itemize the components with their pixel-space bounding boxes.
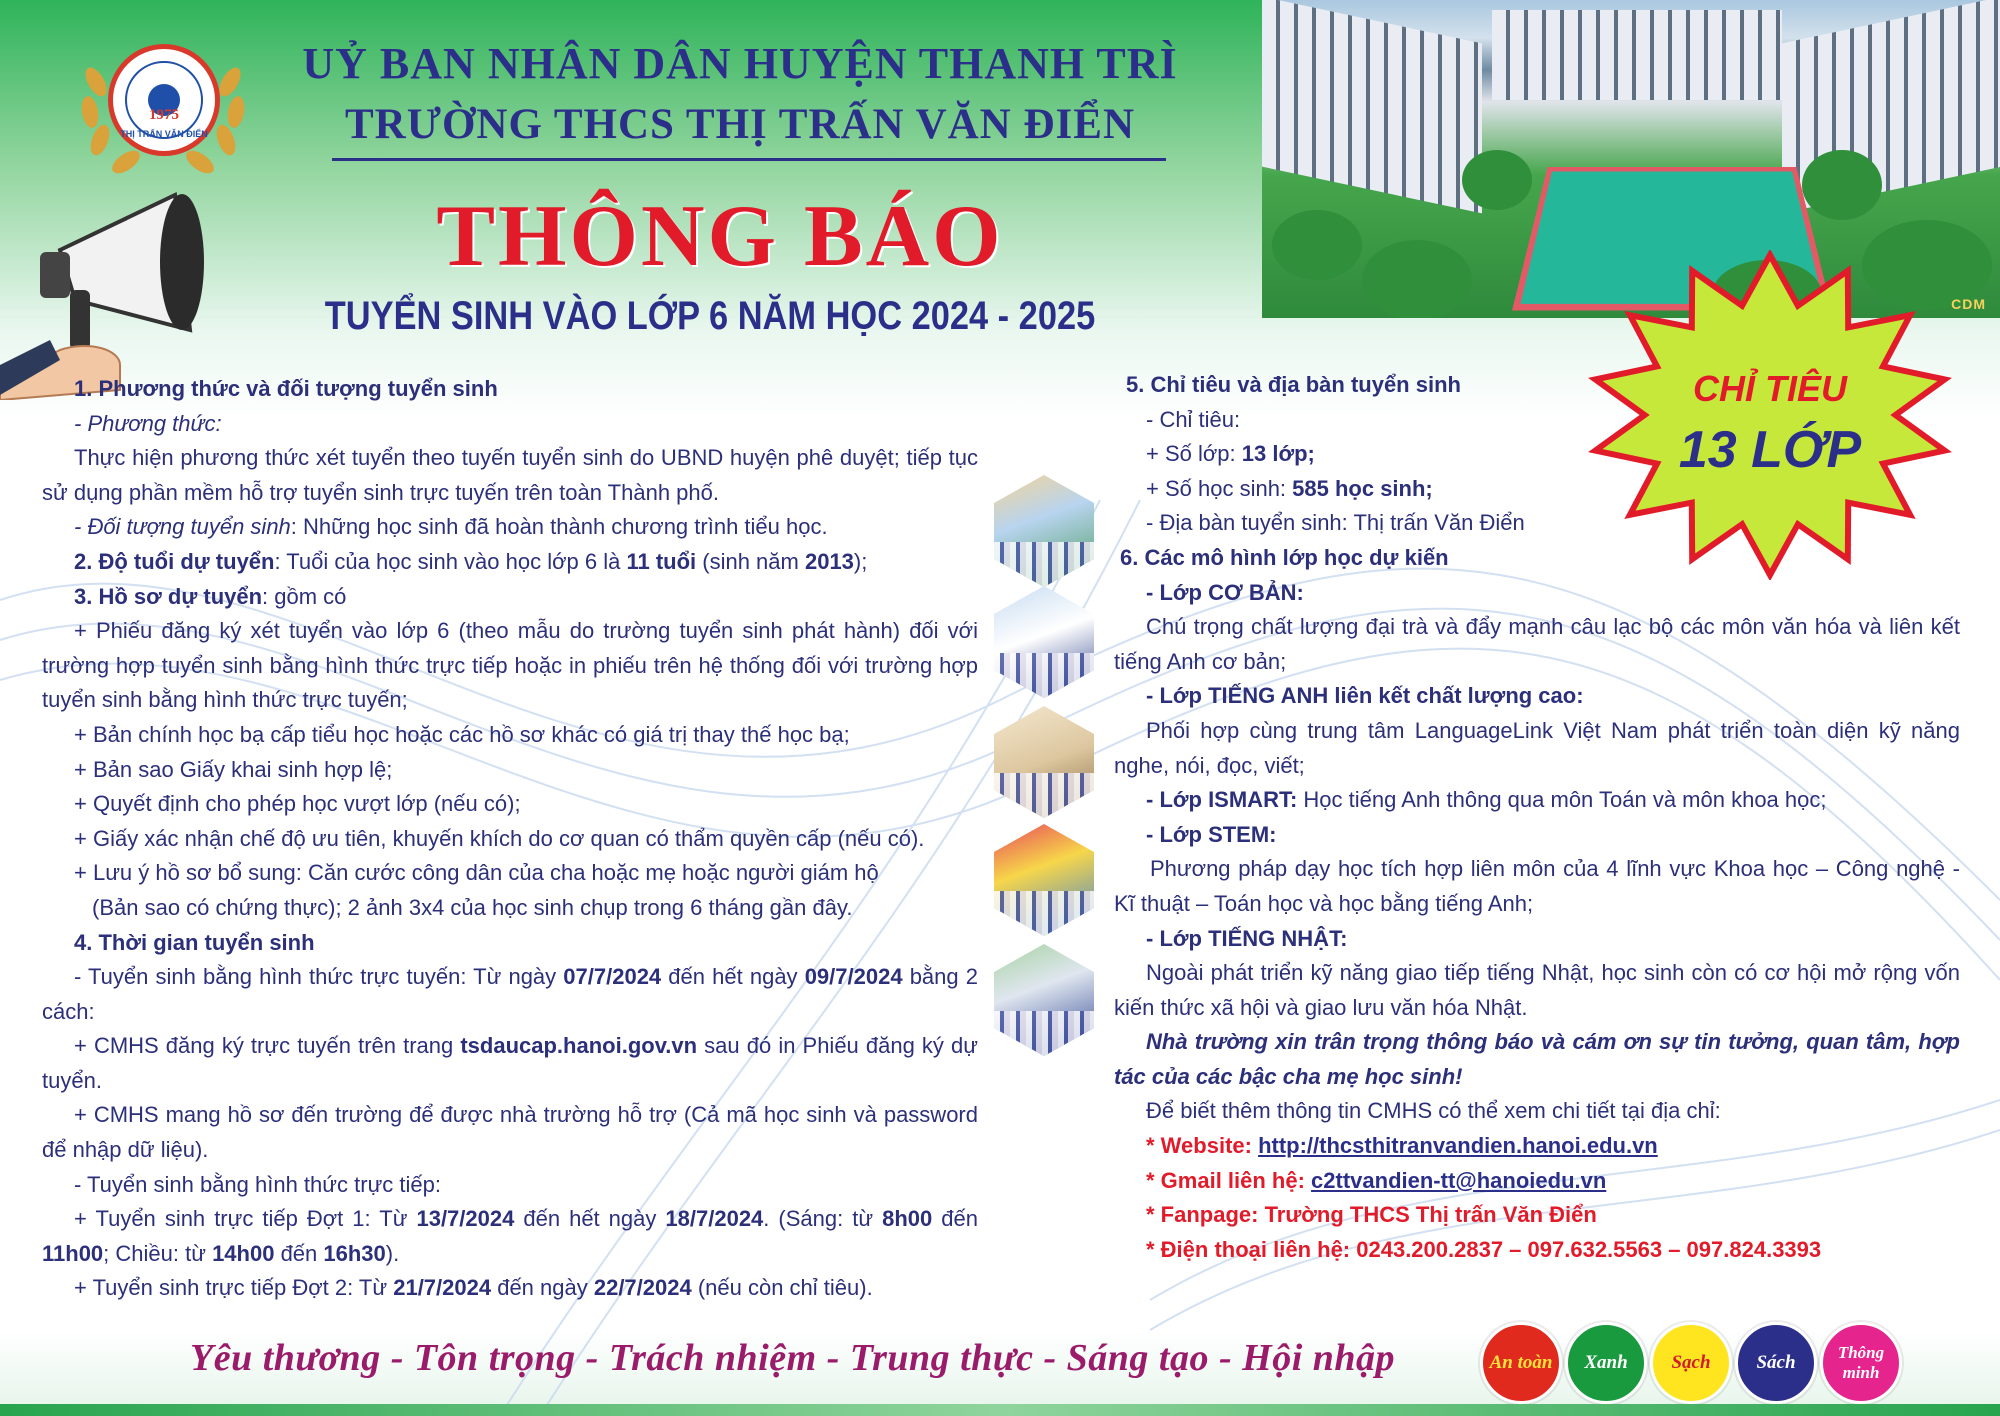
pill-smart: Thông minh — [1820, 1322, 1902, 1404]
more-info-line: Để biết thêm thông tin CMHS có thể xem chi tiết tại địa chỉ: — [1146, 1098, 1721, 1124]
quota-value: 13 LỚP — [1678, 421, 1862, 479]
right-column — [1114, 368, 1960, 1267]
direct-round-2: + Tuyển sinh trực tiếp Đợt 2: Từ 21/7/2024 đến ngày 22/7/2024 (nếu còn chỉ tiêu). — [74, 1275, 873, 1301]
document-item: + Lưu ý hồ sơ bổ sung: Căn cước công dân của cha hoặc mẹ hoặc người giám hộ — [74, 860, 879, 886]
pill-clean: Sạch — [1650, 1322, 1732, 1404]
section-3-line: 3. Hồ sơ dự tuyển: gồm có — [74, 583, 347, 609]
page-subtitle: TUYỂN SINH VÀO LỚP 6 NĂM HỌC 2024 - 2025 — [324, 294, 1096, 338]
activity-photo-2 — [994, 586, 1094, 698]
quota-label: CHỈ TIÊU — [1692, 368, 1847, 409]
method-text: Thực hiện phương thức xét tuyển theo tuyến tuyển sinh do UBND huyện phê duyệt; tiếp tục sử dụng phần mềm hỗ trợ tuyển sinh trực tuyến trên toàn Thành phố. — [42, 445, 978, 505]
photo-watermark: CDM — [1951, 296, 1986, 312]
closing-message: Nhà trường xin trân trọng thông báo và cám ơn sự tin tưởng, quan tâm, hợp tác của các bậc cha mẹ học sinh! — [1114, 1029, 1960, 1089]
activity-photo-3 — [994, 706, 1094, 818]
section-5-title: 5. Chỉ tiêu và địa bàn tuyển sinh — [1126, 372, 1461, 397]
direct-period: - Tuyển sinh bằng hình thức trực tiếp: — [74, 1171, 441, 1197]
registration-site-link[interactable]: tsdaucap.hanoi.gov.vn — [460, 1033, 698, 1059]
model-stem-title: - Lớp STEM: — [1146, 821, 1277, 847]
school-motto: Yêu thương - Tôn trọng - Trách nhiệm - Trung thực - Sáng tạo - Hội nhập — [190, 1337, 1396, 1379]
document-item: + Phiếu đăng ký xét tuyển vào lớp 6 (theo mẫu do trường tuyển sinh phát hành) đối với trường hợp tuyển sinh bằng hình thức trực tiếp hoặc in phiếu trên hệ thống đối với trường hợp tuyển sinh bằng hình thức trực tuyến; — [42, 618, 978, 713]
left-column — [42, 372, 978, 1306]
document-item: + Bản sao Giấy khai sinh hợp lệ; — [74, 756, 393, 782]
document-item: (Bản sao có chứng thực); 2 ảnh 3x4 của học sinh chụp trong 6 tháng gần đây. — [92, 894, 853, 920]
page-title: THÔNG BÁO — [436, 188, 1004, 285]
pill-safe: An toàn — [1480, 1322, 1562, 1404]
online-period: - Tuyển sinh bằng hình thức trực tuyến: Từ ngày 07/7/2024 đến hết ngày 09/7/2024 bằng 2 cách: — [42, 964, 978, 1024]
model-basic-text: Chú trọng chất lượng đại trà và đẩy mạnh câu lạc bộ các môn văn hóa và liên kết tiếng Anh cơ bản; — [1114, 614, 1960, 674]
activity-photo-4 — [994, 824, 1094, 936]
website-link[interactable]: http://thcsthitranvandien.hanoi.edu.vn — [1258, 1133, 1658, 1159]
target-line: - Đối tượng tuyển sinh: Những học sinh đã hoàn thành chương trình tiểu học. — [74, 514, 828, 540]
model-japanese-title: - Lớp TIẾNG NHẬT: — [1146, 925, 1348, 951]
megaphone-icon — [0, 190, 220, 400]
pill-green: Xanh — [1565, 1322, 1647, 1404]
direct-round-1: + Tuyển sinh trực tiếp Đợt 1: Từ 13/7/2024 đến hết ngày 18/7/2024. (Sáng: từ 8h00 đến 11h00; Chiều: từ 14h00 đến 16h30). — [42, 1206, 979, 1266]
footer-band — [0, 1404, 2000, 1416]
header-authority: UỶ BAN NHÂN DÂN HUYỆN THANH TRÌ — [302, 39, 1178, 88]
document-item: + Giấy xác nhận chế độ ưu tiên, khuyến khích do cơ quan có thẩm quyền cấp (nếu có). — [74, 825, 925, 851]
header-school-name: TRƯỜNG THCS THỊ TRẤN VĂN ĐIỂN — [344, 101, 1136, 148]
model-ismart-line: - Lớp ISMART: Học tiếng Anh thông qua môn Toán và môn khoa học; — [1146, 787, 1827, 813]
activity-photo-5 — [994, 944, 1094, 1056]
logo-year: 1975 — [149, 107, 179, 123]
phone-line: * Điện thoại liên hệ: 0243.200.2837 – 097.632.5563 – 097.824.3393 — [1146, 1236, 1822, 1262]
model-japanese-text: Ngoài phát triển kỹ năng giao tiếp tiếng Nhật, học sinh còn có cơ hội mở rộng vốn kiến thức xã hội và giao lưu văn hóa Nhật. — [1114, 960, 1960, 1020]
students-line: + Số học sinh: 585 học sinh; — [1146, 475, 1433, 501]
website-line: * Website: http://thcsthitranvandien.hanoi.edu.vn — [1146, 1133, 1658, 1159]
section-2-title: 2. Độ tuổi dự tuyển — [74, 548, 275, 574]
section-4-title: 4. Thời gian tuyển sinh — [74, 929, 315, 955]
section-3-title: 3. Hồ sơ dự tuyển — [74, 583, 263, 609]
fanpage-name[interactable]: Trường THCS Thị trấn Văn Điển — [1264, 1202, 1597, 1228]
quota-line: - Chỉ tiêu: — [1146, 406, 1241, 432]
gmail-line: * Gmail liên hệ: c2ttvandien-tt@hanoiedu.vn — [1146, 1167, 1607, 1193]
online-way-1: + CMHS đăng ký trực tuyến trên trang tsdaucap.hanoi.gov.vn sau đó in Phiếu đăng ký dự tuyển. — [42, 1033, 978, 1093]
area-line: - Địa bàn tuyển sinh: Thị trấn Văn Điển — [1146, 510, 1525, 536]
model-english-title: - Lớp TIẾNG ANH liên kết chất lượng cao: — [1146, 683, 1584, 709]
section-2-line: 2. Độ tuổi dự tuyển: Tuổi của học sinh vào học lớp 6 là 11 tuổi (sinh năm 2013); — [74, 548, 868, 574]
logo-globe-icon — [125, 61, 203, 139]
fanpage-line: * Fanpage: Trường THCS Thị trấn Văn Điển — [1146, 1202, 1597, 1228]
classes-line: + Số lớp: 13 lớp; — [1146, 441, 1315, 467]
gmail-link[interactable]: c2ttvandien-tt@hanoiedu.vn — [1311, 1167, 1607, 1193]
document-item: + Quyết định cho phép học vượt lớp (nếu có); — [74, 791, 521, 817]
school-logo — [68, 22, 258, 182]
logo-name: THỊ TRẤN VĂN ĐIỂN — [120, 129, 208, 139]
header-divider — [332, 158, 1166, 161]
online-way-2: + CMHS mang hồ sơ đến trường để được nhà trường hỗ trợ (Cả mã học sinh và password để nhập dữ liệu). — [42, 1102, 978, 1163]
model-stem-text: Phương pháp dạy học tích hợp liên môn của 4 lĩnh vực Khoa học – Công nghệ - Kĩ thuật – Toán học và học bằng tiếng Anh; — [1114, 856, 1960, 916]
pill-books: Sách — [1735, 1322, 1817, 1404]
model-basic-title: - Lớp CƠ BẢN: — [1146, 579, 1304, 605]
section-6-title: 6. Các mô hình lớp học dự kiến — [1120, 544, 1449, 570]
logo-emblem — [108, 44, 220, 156]
section-1-title: 1. Phương thức và đối tượng tuyển sinh — [74, 376, 498, 401]
document-item: + Bản chính học bạ cấp tiểu học hoặc các hồ sơ khác có giá trị thay thế học bạ; — [74, 721, 850, 747]
activity-photo-1 — [994, 475, 1094, 587]
phone-numbers: 0243.200.2837 – 097.632.5563 – 097.824.3393 — [1356, 1236, 1822, 1262]
method-label: - Phương thức: — [74, 410, 222, 436]
model-english-text: Phối hợp cùng trung tâm LanguageLink Việt Nam phát triển toàn diện kỹ năng nghe, nói, đọc, viết; — [1114, 717, 1960, 778]
